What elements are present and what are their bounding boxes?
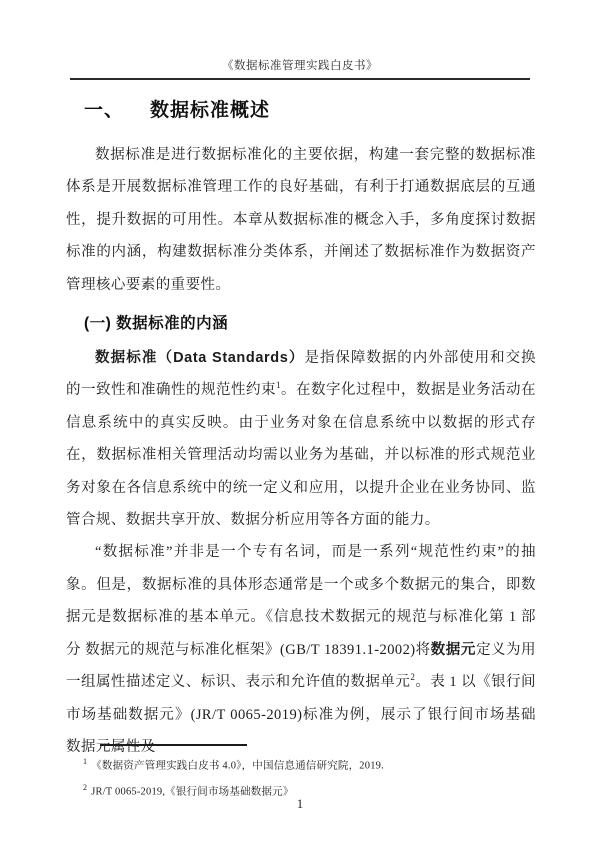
page-content (66, 98, 536, 763)
paragraph-text: 。在数字化过程中，数据是业务活动在信息系统中的真实反映。由于业务对象在信息系统中以数据的形式存在，数据标准相关管理活动均需以业务为基础，并以标准的形式规范业务对象在各信息系统中的统一定义和应用，以提升企业在业务协同、监管合规、数据共享开放、数据分析应用等各方面的能力。 (66, 382, 536, 529)
paragraph-intro (66, 139, 536, 301)
chapter-title: 数据标准概述 (150, 100, 271, 121)
footnote-text: JR/T 0065-2019,《银行间市场基础数据元》 (91, 786, 294, 797)
page-header (70, 57, 530, 80)
paragraph-text: 数据标准是进行数据标准化的主要依据，构建一套完整的数据标准体系是开展数据标准管理工作的良好基础，有利于打通数据底层的互通性，提升数据的可用性。本章从数据标准的概念入手，多角度探讨数据标准的内涵，构建数据标准分类体系，并阐述了数据标准作为数据资产管理核心要素的重要性。 (66, 147, 536, 293)
paragraph-text: “数据标准”并非是一个专有名词，而是一系列“规范性约束”的抽象。但是，数据标准的具体形态通常是一个或多个数据元的集合，即数据元是数据标准的基本单元。《信息技术数据元的规范与标准化第 1 部分 数据元的规范与标准化框架》(GB/T 18391.1-2002)将 (66, 544, 536, 658)
paragraph-definition (66, 342, 536, 536)
chapter-number: 一、 (84, 100, 125, 121)
footnote-ref-1: 1 (276, 380, 281, 391)
footnote-text: 《数据资产管理实践白皮书 4.0》，中国信息通信研究院，2019. (91, 760, 384, 772)
footnotes-section (83, 751, 540, 802)
paragraph-text: 定义为用一组属性描述定义、标识、表示和允许值的数据单元 (66, 641, 536, 691)
bold-term-data-standards: 数据标准（Data Standards） (95, 350, 305, 367)
subsection-heading: (一) 数据标准的内涵 (84, 315, 229, 333)
footnote-marker: 1 (83, 757, 88, 766)
footnote-separator (100, 744, 247, 746)
footnote-1 (83, 751, 540, 777)
header-title: 《数据标准管理实践白皮书》 (222, 60, 378, 72)
page-number: 1 (296, 797, 304, 811)
bold-term-data-element: 数据元 (430, 641, 477, 658)
paragraph-text: 是指保障数据的内外部使用和交换的一致性和准确性的规范性约束 (66, 350, 536, 399)
footnote-marker: 2 (83, 782, 88, 792)
paragraph-text: 。表 1 以《银行间市场基础数据元》(JR/T 0065-2019)标准为例，展示了银行间市场基础数据元属性及 (66, 674, 536, 755)
footnote-ref-2: 2 (410, 672, 416, 683)
paragraph-data-element (66, 536, 536, 763)
chapter-heading (84, 98, 536, 124)
